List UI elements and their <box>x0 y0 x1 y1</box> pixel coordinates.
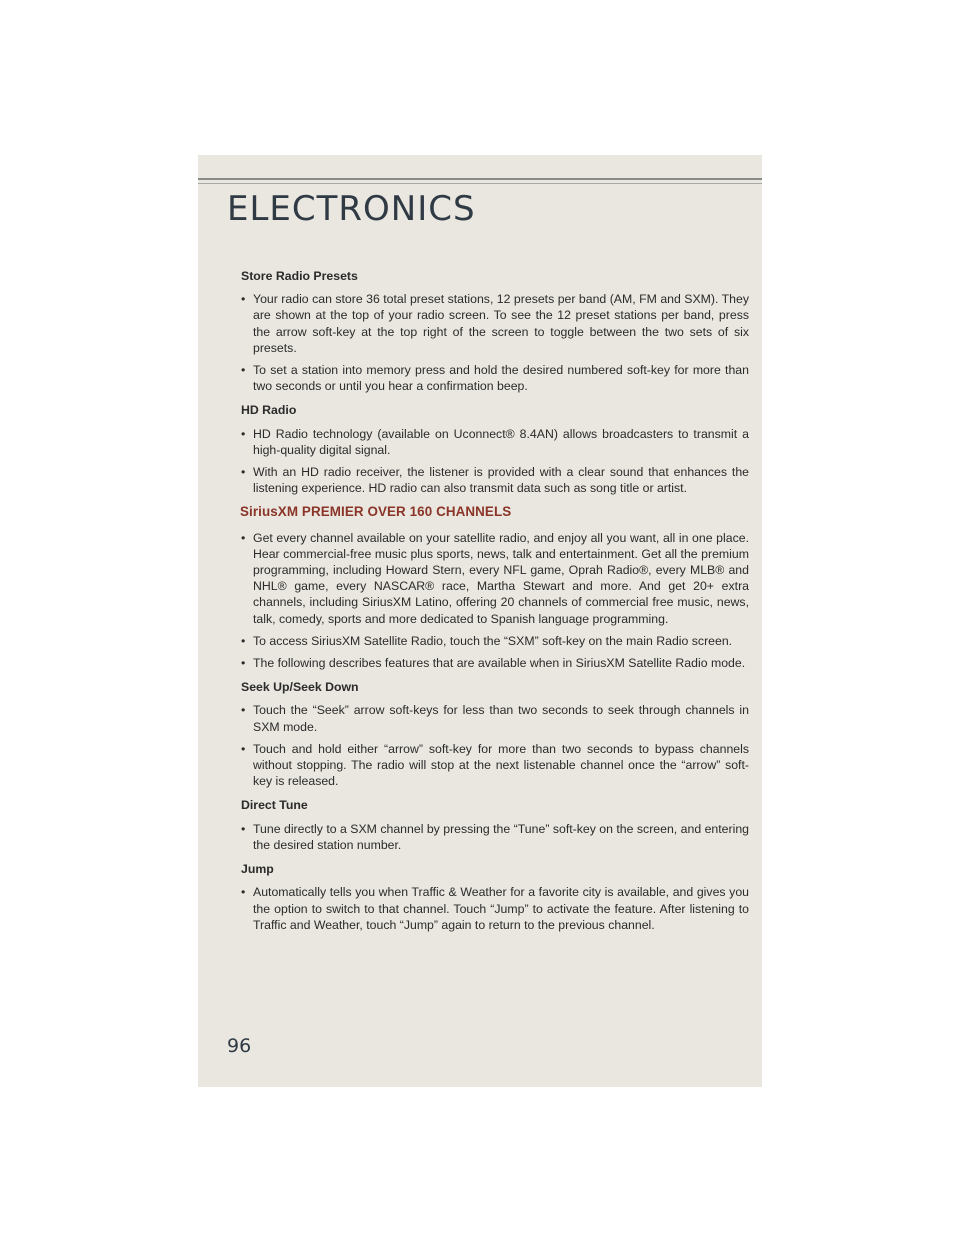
list-item: • Tune directly to a SXM channel by pressing the “Tune” soft-key on the screen, and entering the desired station number. <box>241 821 750 852</box>
jump-list <box>241 884 749 933</box>
list-item: • Automatically tells you when Traffic & Weather for a favorite city is available, and gives you the option to switch to that channel. Touch “Jump” to activate the feature. After listening to Traffic and Weather, touch “Jump” again to return to the previous channel. <box>241 885 749 932</box>
header-rule <box>198 178 762 180</box>
bullet-icon: • <box>241 885 246 900</box>
bullet-icon: • <box>241 363 246 378</box>
list-item: • HD Radio technology (available on Uconnect® 8.4AN) allows broadcasters to transmit a high-quality digital signal. <box>241 426 749 457</box>
section-title: ELECTRONICS <box>227 189 476 229</box>
bullet-icon: • <box>241 426 246 441</box>
list-item: • The following describes features that are available when in SiriusXM Satellite Radio mode. <box>241 656 746 671</box>
page-content <box>241 268 749 941</box>
heading-siriusxm-premier: SiriusXM PREMIER OVER 160 CHANNELS <box>240 504 512 520</box>
bullet-icon: • <box>241 292 246 307</box>
bullet-icon: • <box>241 741 246 756</box>
bullet-icon: • <box>241 465 246 480</box>
heading-direct-tune: Direct Tune <box>241 798 308 813</box>
list-item: • Your radio can store 36 total preset stations, 12 presets per band (AM, FM and SXM). They are shown at the top of your radio screen. To see the 12 preset stations per band, press the arrow soft-key at the top right of the screen to toggle between the two sets of six presets. <box>241 292 749 355</box>
seek-list <box>241 702 749 789</box>
bullet-icon: • <box>241 821 246 836</box>
bullet-icon: • <box>241 656 246 671</box>
header-rule-thin <box>198 183 762 184</box>
heading-hd-radio: HD Radio <box>241 403 297 418</box>
bullet-icon: • <box>241 703 246 718</box>
bullet-icon: • <box>241 633 246 648</box>
manual-page <box>198 155 762 1087</box>
list-item: • With an HD radio receiver, the listener is provided with a clear sound that enhances the listening experience. HD radio can also transmit data such as song title or artist. <box>241 465 749 496</box>
heading-jump: Jump <box>241 862 274 877</box>
direct-tune-list <box>241 821 749 853</box>
list-item: • Get every channel available on your satellite radio, and enjoy all you want, all in one place. Hear commercial-free music plus sports, news, talk and entertainment. Get all the premium programming, including Howard Stern, every NFL game, Oprah Radio®, every MLB® and NHL® game, every NASCAR® race, Martha Stewart and more. And get 20+ extra channels, including SiriusXM Latino, offering 20 channels of commercial free music, news, talk, comedy, sports and more dedicated to Spanish language programming. <box>241 530 749 626</box>
page-number: 96 <box>227 1035 252 1057</box>
store-presets-list <box>241 291 749 394</box>
siriusxm-list <box>241 530 749 672</box>
heading-seek-up-seek-down: Seek Up/Seek Down <box>241 680 359 695</box>
bullet-icon: • <box>241 530 246 545</box>
list-item: • To set a station into memory press and hold the desired numbered soft-key for more than two seconds or until you hear a confirmation beep. <box>241 363 749 394</box>
heading-store-radio-presets: Store Radio Presets <box>241 269 358 283</box>
list-item: • To access SiriusXM Satellite Radio, touch the “SXM” soft-key on the main Radio screen. <box>241 633 733 648</box>
hd-radio-list <box>241 426 749 497</box>
list-item: • Touch the “Seek” arrow soft-keys for less than two seconds to seek through channels in SXM mode. <box>241 703 749 734</box>
list-item: • Touch and hold either “arrow” soft-key for more than two seconds to bypass channels without stopping. The radio will stop at the next listenable channel once the “arrow” soft-key is released. <box>241 741 749 789</box>
